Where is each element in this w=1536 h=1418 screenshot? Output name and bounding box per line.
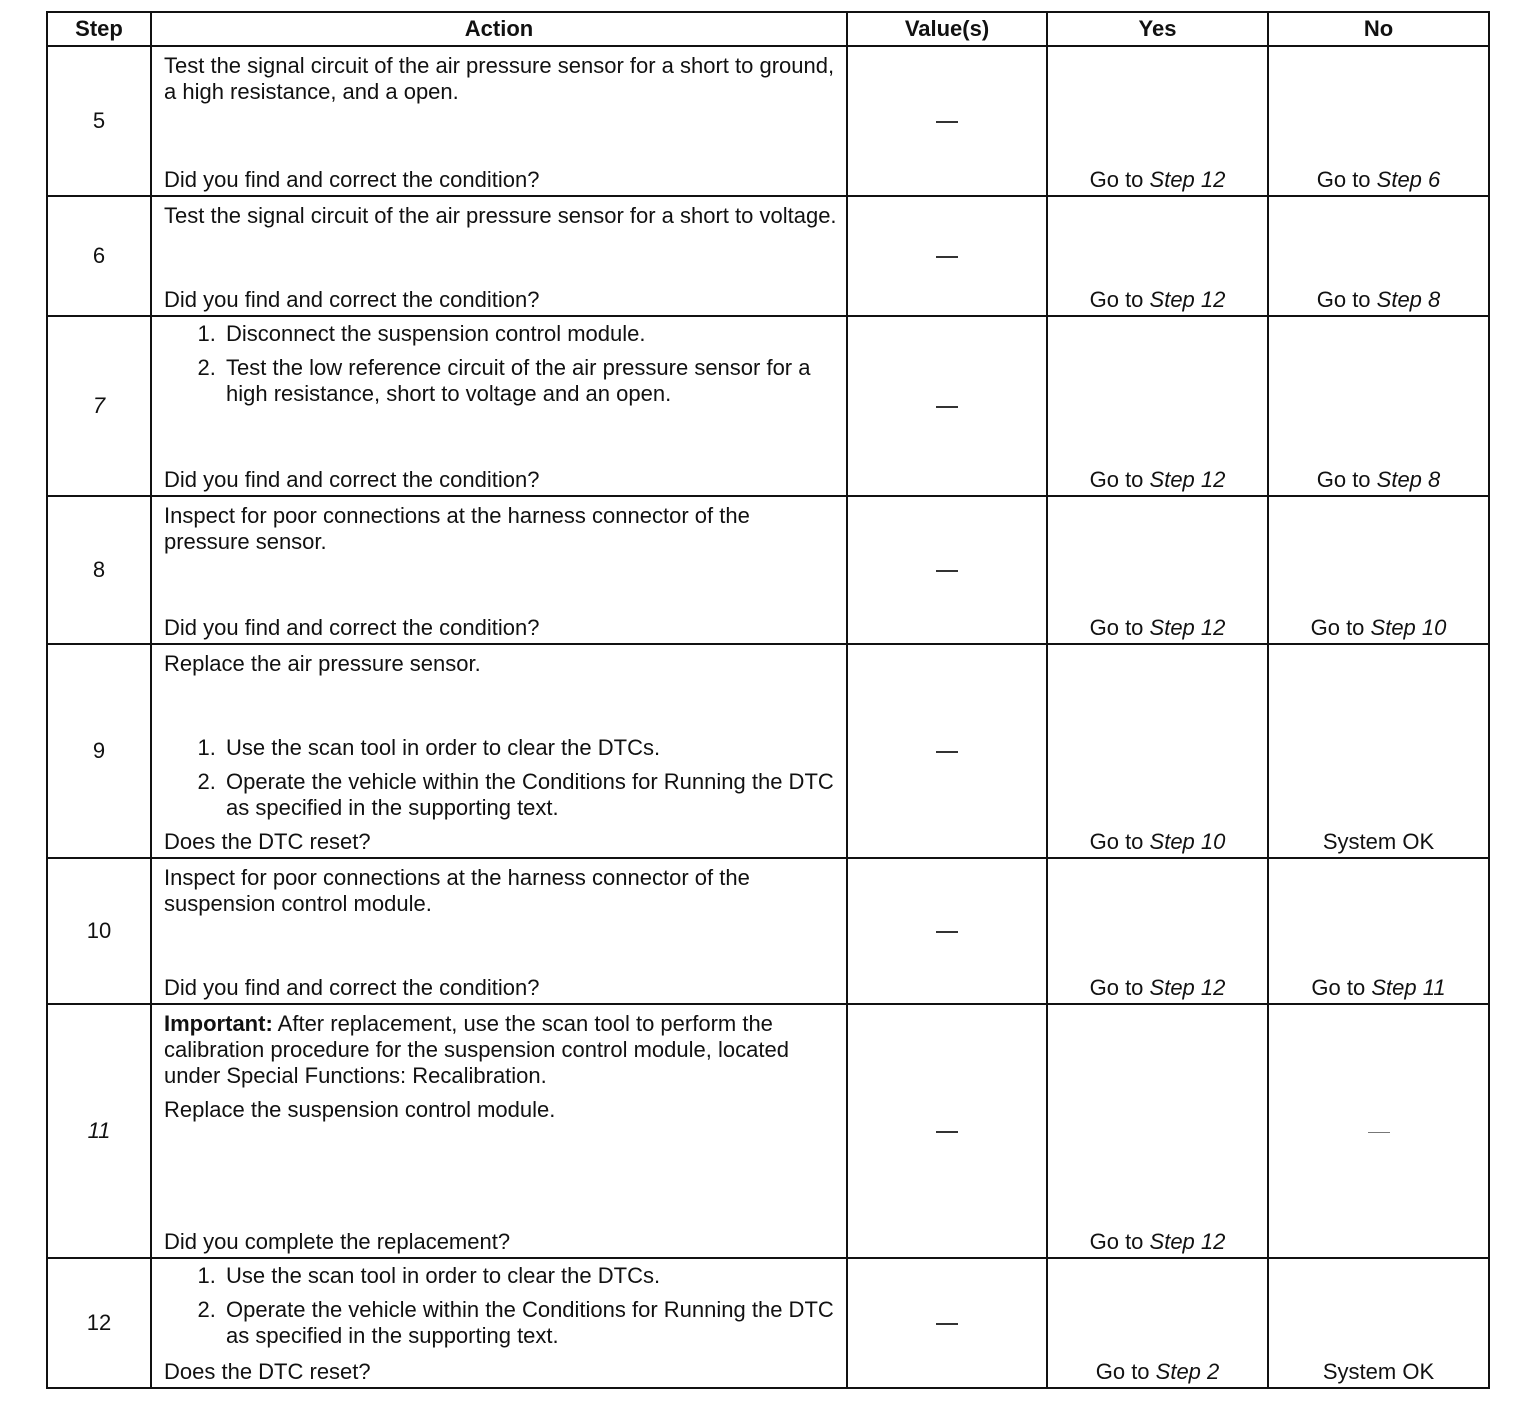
yes-cell: Go to Step 12 — [1047, 1004, 1268, 1258]
step-link[interactable]: Step 10 — [1149, 829, 1226, 854]
value-cell — [847, 496, 1047, 644]
step-number: 9 — [47, 644, 151, 858]
action-text: Replace the suspension control module. — [164, 1097, 556, 1122]
step-number: 5 — [47, 46, 151, 196]
step-link[interactable]: Step 12 — [1149, 615, 1226, 640]
no-cell: System OK — [1268, 644, 1489, 858]
action-cell — [151, 196, 847, 316]
action-text: Test the signal circuit of the air pressure sensor for a short to voltage. — [164, 203, 837, 228]
step-number: 7 — [47, 316, 151, 496]
em-dash-mark — [936, 121, 958, 123]
list-item: 2. Operate the vehicle within the Conditions for Running the DTC as specified in the supporting text. — [222, 769, 838, 821]
step-link[interactable]: Step 10 — [1370, 615, 1447, 640]
value-cell — [847, 316, 1047, 496]
em-dash-mark — [936, 751, 958, 753]
em-dash-mark — [936, 406, 958, 408]
action-text: Test the signal circuit of the air pressure sensor for a short to ground, a high resistance, and a open. — [164, 53, 835, 104]
numbered-steps — [164, 735, 838, 829]
diagnostic-table — [46, 11, 1490, 1389]
yes-cell: Go to Step 2 — [1047, 1258, 1268, 1388]
no-cell: Go to Step 8 — [1268, 196, 1489, 316]
header-yes: Yes — [1047, 12, 1268, 46]
step-number: 10 — [47, 858, 151, 1004]
table-row — [47, 496, 1489, 644]
yes-cell: Go to Step 10 — [1047, 644, 1268, 858]
yes-cell: Go to Step 12 — [1047, 496, 1268, 644]
table-row — [47, 1258, 1489, 1388]
table-row — [47, 46, 1489, 196]
action-question: Did you find and correct the condition? — [164, 467, 540, 492]
step-link[interactable]: Step 8 — [1376, 467, 1441, 492]
table-row — [47, 1004, 1489, 1258]
important-label: Important: — [164, 1011, 273, 1036]
step-link[interactable]: Step 8 — [1376, 287, 1441, 312]
action-question: Did you find and correct the condition? — [164, 615, 540, 640]
em-dash-mark — [936, 1323, 958, 1325]
action-question: Did you find and correct the condition? — [164, 287, 540, 312]
em-dash-mark — [1368, 1132, 1390, 1133]
list-item: 1. Use the scan tool in order to clear the DTCs. — [222, 1263, 838, 1289]
no-cell: Go to Step 10 — [1268, 496, 1489, 644]
action-cell — [151, 644, 847, 858]
list-item: 1. Use the scan tool in order to clear the DTCs. — [222, 735, 838, 761]
value-cell — [847, 644, 1047, 858]
action-cell — [151, 46, 847, 196]
em-dash-mark — [936, 931, 958, 933]
em-dash-mark — [936, 570, 958, 572]
action-cell — [151, 316, 847, 496]
value-cell — [847, 196, 1047, 316]
no-cell — [1268, 1004, 1489, 1258]
value-cell — [847, 46, 1047, 196]
action-question: Does the DTC reset? — [164, 829, 371, 854]
step-link[interactable]: Step 6 — [1376, 167, 1441, 192]
em-dash-mark — [936, 1131, 958, 1133]
yes-cell: Go to Step 12 — [1047, 196, 1268, 316]
em-dash-mark — [936, 256, 958, 258]
header-values: Value(s) — [847, 12, 1047, 46]
action-question: Does the DTC reset? — [164, 1359, 371, 1384]
step-link[interactable]: Step 12 — [1149, 287, 1226, 312]
step-link[interactable]: Step 12 — [1149, 1229, 1226, 1254]
diagnostic-page — [46, 11, 1488, 1389]
action-cell — [151, 1258, 847, 1388]
table-row — [47, 196, 1489, 316]
action-cell — [151, 858, 847, 1004]
yes-cell: Go to Step 12 — [1047, 46, 1268, 196]
important-note — [164, 1011, 838, 1089]
table-row — [47, 316, 1489, 496]
action-text: Inspect for poor connections at the harness connector of the pressure sensor. — [164, 503, 750, 554]
step-link[interactable]: Step 12 — [1149, 975, 1226, 1000]
list-item: 2. Test the low reference circuit of the air pressure sensor for a high resistance, short to voltage and an open. — [222, 355, 838, 407]
action-question: Did you complete the replacement? — [164, 1229, 511, 1254]
yes-cell: Go to Step 12 — [1047, 316, 1268, 496]
value-cell — [847, 858, 1047, 1004]
step-link[interactable]: Step 12 — [1149, 467, 1226, 492]
action-cell — [151, 496, 847, 644]
step-number: 8 — [47, 496, 151, 644]
value-cell — [847, 1258, 1047, 1388]
no-cell: Go to Step 6 — [1268, 46, 1489, 196]
no-cell: System OK — [1268, 1258, 1489, 1388]
action-text: Inspect for poor connections at the harness connector of the suspension control module. — [164, 865, 750, 916]
value-cell — [847, 1004, 1047, 1258]
yes-cell: Go to Step 12 — [1047, 858, 1268, 1004]
list-item: 1. Disconnect the suspension control module. — [222, 321, 838, 347]
table-row — [47, 858, 1489, 1004]
action-question: Did you find and correct the condition? — [164, 167, 540, 192]
numbered-steps — [164, 321, 838, 415]
step-link[interactable]: Step 11 — [1371, 975, 1446, 1000]
list-item: 2. Operate the vehicle within the Conditions for Running the DTC as specified in the supporting text. — [222, 1297, 838, 1349]
numbered-steps — [164, 1263, 838, 1357]
step-link[interactable]: Step 2 — [1155, 1359, 1220, 1384]
important-text: After replacement, use the scan tool to perform the calibration procedure for the suspension control module, located under Special Functions: Recalibration. — [164, 1011, 789, 1088]
no-cell: Go to Step 11 — [1268, 858, 1489, 1004]
action-text: Replace the air pressure sensor. — [164, 651, 481, 676]
action-question: Did you find and correct the condition? — [164, 975, 540, 1000]
action-cell — [151, 1004, 847, 1258]
step-link[interactable]: Step 12 — [1149, 167, 1226, 192]
header-action: Action — [151, 12, 847, 46]
header-no: No — [1268, 12, 1489, 46]
header-step: Step — [47, 12, 151, 46]
step-number: 12 — [47, 1258, 151, 1388]
step-number: 11 — [47, 1004, 151, 1258]
table-row — [47, 644, 1489, 858]
header-row — [47, 12, 1489, 46]
step-number: 6 — [47, 196, 151, 316]
no-cell: Go to Step 8 — [1268, 316, 1489, 496]
